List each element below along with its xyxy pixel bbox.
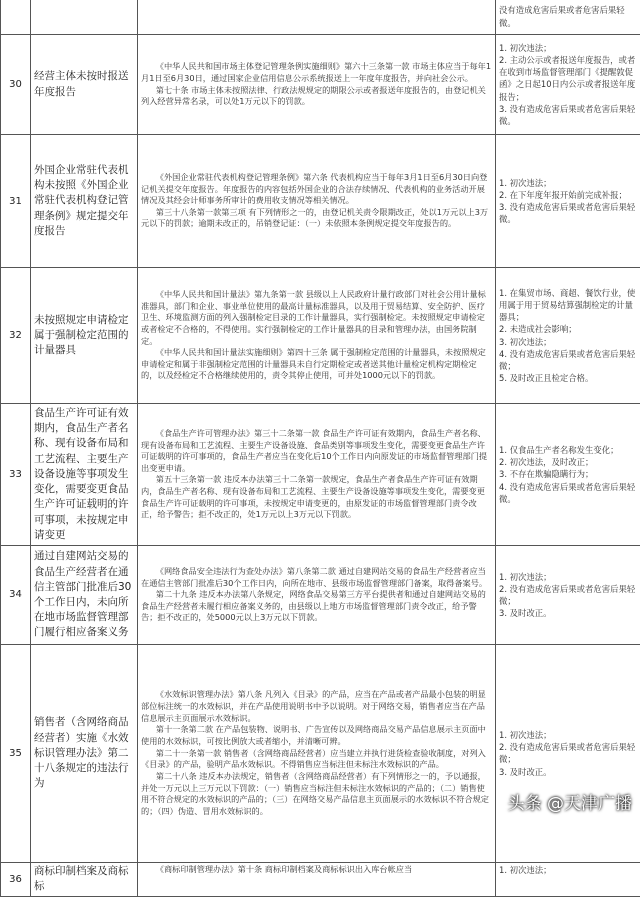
condition-line: 2. 初次违法，及时改正；: [499, 456, 637, 468]
basis-paragraph: 第二十八条 违反本办法规定，销售者（含网络商品经营者）有下列情形之一的，予以通报，并处一万元以上三万元以下罚款：（一）销售应当标注但未标注水效标识的产品的；（二）销售使用不符合规定的水效标识的产品的；（三）在网络交易产品信息主页面展示的水效标识不符合规定的；（四）伪造、冒用水效标识的。: [141, 771, 492, 818]
row-number: 36: [1, 862, 31, 896]
condition-line: 2. 没有造成危害后果或者危害后果轻微；: [499, 583, 637, 607]
item-cell: 未按照规定申请检定属于强制检定范围的计量器具: [31, 268, 138, 404]
condition-line: 4. 没有造成危害后果或者危害后果轻微；: [499, 348, 637, 372]
basis-paragraph: 《中华人民共和国计量法》第九条第一款 县级以上人民政府计量行政部门对社会公用计量标准器具，部门和企业、事业单位使用的最高计量标准器具，以及用于贸易结算、安全防护、医疗卫生、环境监测方面的列入强制检定目录的工作计量器具，实行强制检定。未按照规定申请检定或者检定不合格的，不得使用。实行强制检定的工作计量器具的目录和管理办法，由国务院制定。: [141, 289, 492, 347]
condition-line: 1. 初次违法；: [499, 729, 637, 741]
basis-paragraph: 《中华人民共和国市场主体登记管理条例实施细则》第六十三条第一款 市场主体应当于每年1月1日至6月30日，通过国家企业信用信息公示系统报送上一年度年度报告，并向社会公示。: [141, 61, 492, 84]
condition-line: 5. 及时改正且检定合格。: [499, 372, 637, 384]
basis-paragraph: 第十一条第二款 在产品包装物、说明书、广告宣传以及网络商品交易产品信息展示主页面中使用的水效标识，可按比例放大或者缩小，并清晰可辨。: [141, 724, 492, 747]
condition-line: 2. 没有造成危害后果或者危害后果轻微；: [499, 741, 637, 765]
basis-paragraph: 第七十条 市场主体未按照法律、行政法规规定的期限公示或者报送年度报告的，由登记机关列入经营异常名录，可以处1万元以下的罚款。: [141, 85, 492, 108]
condition-line: 3. 及时改正。: [499, 766, 637, 778]
item-cell: 商标印制档案及商标标: [31, 862, 138, 896]
table-body: [1, 0, 640, 897]
watermark: 头条 @天津广播: [508, 789, 632, 814]
table-row: [1, 135, 640, 268]
basis-cell: [138, 135, 496, 268]
condition-line: 1. 在集贸市场、商超、餐饮行业，使用属于用于贸易结算强制检定的计量器具；: [499, 287, 637, 324]
condition-cell: [496, 35, 640, 135]
condition-line: 1. 初次违法；: [499, 864, 637, 876]
basis-paragraph: 《外国企业常驻代表机构登记管理条例》第六条 代表机构应当于每年3月1日至6月30日向登记机关提交年度报告。年度报告的内容包括外国企业的合法存续情况、代表机构的业务活动开展情况及其经会计师事务所审计的费用收支情况等相关情况。: [141, 172, 492, 207]
basis-paragraph: 第二十一条第一款 销售者（含网络商品经营者）应当建立并执行进货检查验收制度，对列入《目录》的产品，验明产品水效标识。不得销售应当标注但未标注水效标识的产品。: [141, 748, 492, 771]
condition-cell: [496, 404, 640, 546]
basis-cell: [138, 545, 496, 644]
condition-line: 3. 没有造成危害后果或者危害后果轻微。: [499, 103, 637, 127]
row-number: 35: [1, 644, 31, 862]
item-cell: 经营主体未按时报送年度报告: [31, 35, 138, 135]
basis-cell: [138, 862, 496, 896]
condition-cell: [496, 862, 640, 896]
condition-line: 1. 仅食品生产者名称发生变化；: [499, 444, 637, 456]
condition-line: 2. 主动公示或者报送年度报告，或者在收到市场监督管理部门《提醒敦促函》之日起10日内公示或者报送年度报告；: [499, 54, 637, 103]
condition-line: 1. 初次违法；: [499, 571, 637, 583]
row-number: 30: [1, 35, 31, 135]
condition-line: 3. 初次违法；: [499, 336, 637, 348]
item-cell: 食品生产许可证有效期内，食品生产者名称、现有设备布局和工艺流程、主要生产设备设施等事项发生变化，需要变更食品生产许可证载明的许可事项，未按规定申请变更: [31, 404, 138, 546]
basis-paragraph: 第二十九条 违反本办法第八条规定，网络食品交易第三方平台提供者和通过自建网站交易的食品生产经营者未履行相应备案义务的，由县级以上地方市场监督管理部门责令改正，给予警告；拒不改正的，处5000元以上3万元以下罚款。: [141, 589, 492, 624]
condition-line: 2. 未造成社会影响；: [499, 323, 637, 335]
basis-cell: [138, 404, 496, 546]
table-row: [1, 862, 640, 896]
table-row: [1, 0, 640, 35]
basis-cell: [138, 268, 496, 404]
basis-paragraph: 《商标印制管理办法》第十条 商标印制档案及商标标识出入库台帐应当: [141, 864, 492, 876]
condition-line: 3. 及时改正。: [499, 607, 637, 619]
table-row: [1, 268, 640, 404]
item-cell: [31, 0, 138, 35]
row-number: 32: [1, 268, 31, 404]
basis-paragraph: 《中华人民共和国计量法实施细则》第四十三条 属于强制检定范围的计量器具，未按照规定申请检定和属于非强制检定范围的计量器具未自行定期检定或者送其他计量检定机构定期检定的，以及经检定不合格继续使用的，责令其停止使用，可并处1000元以下的罚款。: [141, 347, 492, 382]
condition-line: 4. 没有造成危害后果或者危害后果轻微。: [499, 481, 637, 505]
row-number: [1, 0, 31, 35]
condition-line: 1. 初次违法；: [499, 177, 637, 189]
condition-cell: [496, 0, 640, 35]
item-cell: 通过自建网站交易的食品生产经营者在通信主管部门批准后30个工作日内，未向所在地市场监督管理部门履行相应备案义务: [31, 545, 138, 644]
table-row: [1, 545, 640, 644]
basis-paragraph: 《食品生产许可管理办法》第三十二条第一款 食品生产许可证有效期内，食品生产者名称、现有设备布局和工艺流程、主要生产设备设施、食品类别等事项发生变化，需要变更食品生产许可证载明的许可事项的，食品生产者应当在变化后10个工作日内向原发证的市场监督管理部门提出变更申请。: [141, 428, 492, 475]
condition-line: 1. 初次违法；: [499, 42, 637, 54]
condition-line: 3. 不存在欺骗隐瞒行为；: [499, 468, 637, 480]
basis-paragraph: 第三十八条第一款第三项 有下列情形之一的，由登记机关责令限期改正，处以1万元以上3万元以下的罚款；逾期未改正的，吊销登记证：（一）未依照本条例规定提交年度报告的。: [141, 207, 492, 230]
basis-paragraph: 第五十三条第一款 违反本办法第三十二条第一款规定，食品生产者食品生产许可证有效期内，食品生产者名称、现有设备布局和工艺流程、主要生产设备设施等事项发生变化，需要变更食品生产许可证载明的许可事项，未按规定申请变更的，由原发证的市场监督管理部门责令改正，给予警告；拒不改正的，处1万元以上3万元以下罚款。: [141, 474, 492, 521]
row-number: 33: [1, 404, 31, 546]
basis-cell: [138, 35, 496, 135]
table-row: [1, 35, 640, 135]
condition-cell: [496, 135, 640, 268]
item-cell: 销售者（含网络商品经营者）实施《水效标识管理办法》第二十八条规定的违法行为: [31, 644, 138, 862]
basis-paragraph: 《水效标识管理办法》第八条 凡列入《目录》的产品，应当在产品或者产品最小包装的明显部位标注统一的水效标识，并在产品使用说明书中予以说明。对于网络交易，销售者应当在产品信息展示主页面展示水效标识。: [141, 689, 492, 724]
condition-cell: [496, 268, 640, 404]
condition-line: 没有造成危害后果或者危害后果轻微。: [499, 4, 637, 28]
row-number: 34: [1, 545, 31, 644]
condition-line: 2. 在下年度年报开始前完成补报；: [499, 189, 637, 201]
row-number: 31: [1, 135, 31, 268]
table-row: [1, 404, 640, 546]
basis-cell: [138, 0, 496, 35]
condition-line: 3. 没有造成危害后果或者危害后果轻微。: [499, 201, 637, 225]
basis-paragraph: 《网络食品安全违法行为查处办法》第八条第二款 通过自建网站交易的食品生产经营者应当在通信主管部门批准后30个工作日内，向所在地市、县级市场监督管理部门备案，取得备案号。: [141, 566, 492, 589]
item-cell: 外国企业常驻代表机构未按照《外国企业常驻代表机构登记管理条例》规定提交年度报告: [31, 135, 138, 268]
condition-cell: [496, 545, 640, 644]
